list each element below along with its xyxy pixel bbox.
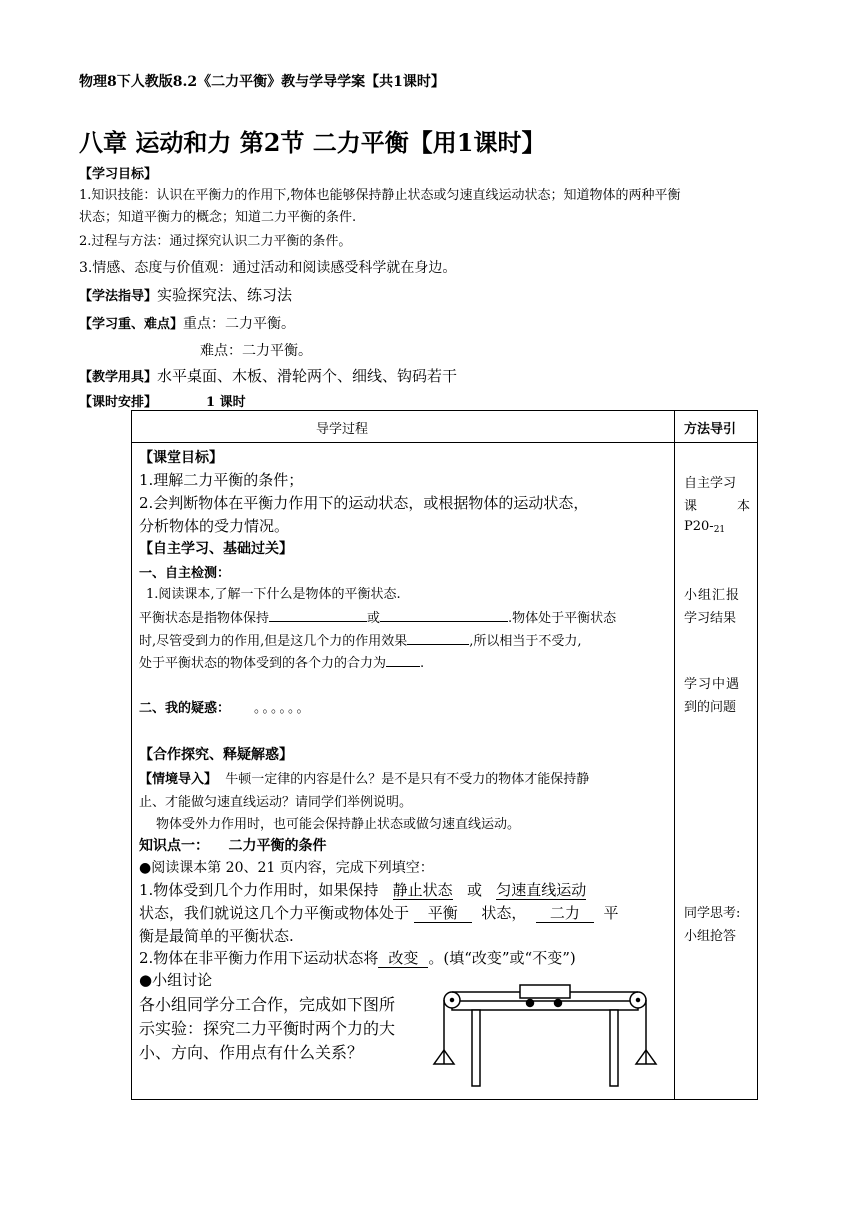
knowledge-point-1: 知识点一： 二力平衡的条件 [139,838,327,854]
side-self-study-2 [684,495,750,514]
keypoint-difficult: 难点：二力平衡。 [200,343,312,359]
q1-text-c: 状态，我们就说这几个力平衡或物体处于 [139,904,410,922]
objective-2: 2.过程与方法：通过探究认识二力平衡的条件。 [79,234,352,249]
q1-answer-uniform: 匀速直线运动 [496,881,587,899]
check-b-text1: 时,尽管受到力的作用,但是这几个力的作用效果 [139,634,408,649]
side-self-study-3 [684,519,725,535]
column-header-method: 方法导引 [684,422,737,437]
question-2 [139,947,576,968]
tools-label: 【教学用具】 [79,370,158,385]
table-leg-right [610,1010,618,1086]
schedule-text: 1 课时 [206,395,246,410]
intro-label: 【情境导入】 [139,772,218,787]
side-group-report-2: 学习结果 [684,611,737,626]
side-page-prefix: P20- [684,519,714,534]
keypoint-label: 【学习重、难点】 [79,317,184,332]
side-ben: 本 [736,499,750,514]
objective-1-line2: 状态；知道平衡力的概念；知道二力平衡的条件. [79,210,357,225]
blank-2[interactable] [380,607,508,622]
objectives-heading: 【学习目标】 [79,167,158,182]
side-ke: 课 [684,499,698,514]
intro-line1 [139,768,589,787]
question-1-line1 [139,879,586,900]
group-text-line2: 示实验：探究二力平衡时两个力的大 [139,1019,396,1038]
check-a-text2: 或 [367,611,381,626]
self-study-heading: 【自主学习、基础过关】 [139,541,293,557]
cart-wheel-left [527,1000,534,1007]
q1-text-d: 状态， [481,904,527,922]
table-header-divider [131,442,758,443]
experiment-diagram [430,980,666,1090]
check-a-text1: 平衡状态是指物体保持 [139,611,270,626]
doubt-dots: 。。。。。。 [254,701,312,716]
method-label: 【学法指导】 [79,289,158,304]
self-check-line-c [139,652,424,671]
table-top [452,1001,638,1010]
blank-4[interactable] [386,652,420,667]
column-header-process: 导学过程 [316,422,369,437]
method-text: 实验探究法、练习法 [157,286,293,304]
intro-line3: 物体受外力作用时，也可能会保持静止状态或做匀速直线运动。 [156,817,521,832]
doubt-label: 二、我的疑惑： [139,701,231,716]
check-c-text1: 处于平衡状态的物体受到的各个力的合力为 [139,656,387,671]
page-title: 八章 运动和力 第2节 二力平衡【用1课时】 [79,128,546,157]
keypoint-row [79,313,295,333]
pulley-right-axle [637,999,640,1002]
class-goal-2-line2: 分析物体的受力情况。 [139,517,290,535]
side-group-report-1: 小组汇报 [684,588,741,603]
read-instruction: ●阅读课本第 20、21 页内容，完成下列填空： [139,860,434,876]
question-1-line2 [139,902,619,923]
group-text-line3: 小、方向、作用点有什么关系？ [139,1043,364,1062]
q1-text-a: 1.物体受到几个力作用时，如果保持 [139,881,379,899]
tools-text: 水平桌面、木板、滑轮两个、细线、钩码若干 [157,367,458,385]
table-column-divider [674,410,675,1100]
q1-answer-static: 静止状态 [392,881,453,899]
q2-text-b: 。(填“改变”或“不变”) [428,949,576,967]
self-check-line-a [139,607,616,626]
q1-answer-balance: 平衡 [414,904,472,923]
side-problems-1: 学习中遇 [684,677,741,692]
objective-1-line1: 1.知识技能：认识在平衡力的作用下,物体也能够保持静止状态或匀速直线运动状态；知道物体的两种平衡 [79,188,681,203]
self-check-line-b [139,630,582,649]
self-check-1: 1.阅读课本,了解一下什么是物体的平衡状态. [146,587,401,602]
blank-1[interactable] [269,607,367,622]
table-leg-left [472,1010,480,1086]
class-goal-1: 1.理解二力平衡的条件； [139,471,304,489]
document-header: 物理8下人教版8.2《二力平衡》教与学导学案【共1课时】 [79,74,445,90]
method-row [79,284,292,305]
self-check-heading: 一、自主检测： [139,566,231,581]
question-1-line3: 衡是最简单的平衡状态. [139,927,294,945]
tools-row [79,365,457,386]
side-self-study-1: 自主学习 [684,476,737,491]
q2-text-a: 2.物体在非平衡力作用下运动状态将 [139,949,379,967]
class-goal-heading: 【课堂目标】 [139,450,223,466]
blank-3[interactable] [407,630,469,645]
check-c-text2: . [420,656,425,671]
pulley-left-axle [451,999,454,1002]
q2-answer: 改变 [378,949,428,968]
schedule-label: 【课时安排】 [79,395,158,410]
objective-3: 3.情感、态度与价值观：通过活动和阅读感受科学就在身边。 [79,260,457,276]
q1-answer-two-force: 二力 [536,904,594,923]
side-think-2: 小组抢答 [684,929,737,944]
group-text-line1: 各小组同学分工合作，完成如下图所 [139,995,396,1014]
cart-wheel-right [555,1000,562,1007]
side-page-suffix: 21 [713,525,726,535]
intro-text1: 牛顿一定律的内容是什么？是不是只有不受力的物体才能保持静 [225,772,590,787]
group-discussion: ●小组讨论 [139,971,213,989]
intro-line2: 止、才能做匀速直线运动？请同学们举例说明。 [139,795,413,810]
class-goal-2-line1: 2.会判断物体在平衡力作用下的运动状态，或根据物体的运动状态， [139,494,589,512]
check-b-text2: ,所以相当于不受力, [469,634,582,649]
q1-text-b: 或 [466,881,482,899]
side-problems-2: 到的问题 [684,700,737,715]
cooperation-heading: 【合作探究、释疑解惑】 [139,747,293,763]
check-a-text3: .物体处于平衡状态 [508,611,617,626]
side-think-1: 同学思考: [684,906,741,921]
cart-body [520,985,570,998]
q1-text-e: 平 [603,904,619,922]
keypoint-key: 重点：二力平衡。 [183,316,296,332]
